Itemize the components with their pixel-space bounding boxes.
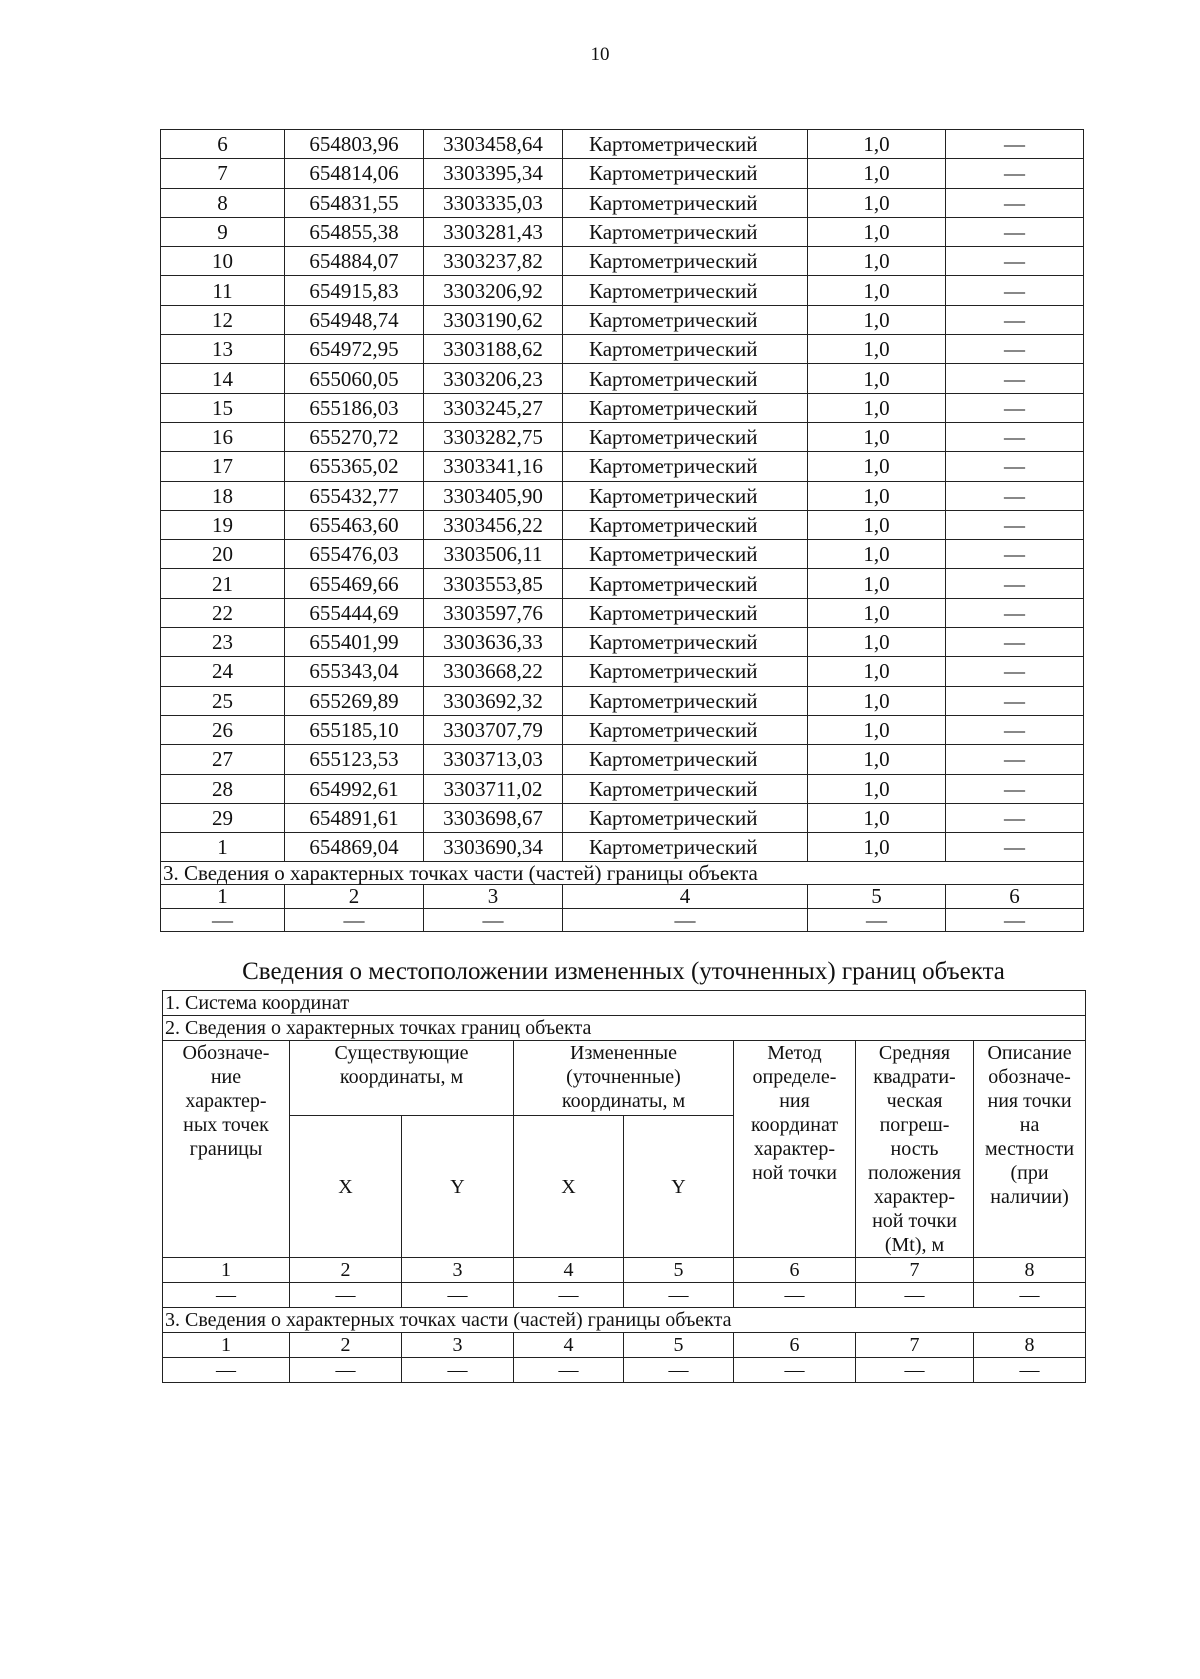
header-existing-y: Y [402,1116,514,1258]
description-cell: — [946,393,1084,422]
x-coordinate-cell: 654803,96 [285,130,424,159]
point-number-cell: 20 [161,540,285,569]
accuracy-cell: 1,0 [808,715,946,744]
changed-boundaries-table [162,990,1086,1383]
table-row [161,628,1084,657]
x-coordinate-cell: 655186,03 [285,393,424,422]
point-number-cell: 28 [161,774,285,803]
column-number-cell: 1 [163,1333,290,1358]
column-number-cell: 3 [402,1258,514,1283]
column-numbers-row [163,1333,1086,1358]
table-row [161,335,1084,364]
accuracy-cell: 1,0 [808,393,946,422]
section3-label: 3. Сведения о характерных точках части (частей) границы объекта [163,1308,1086,1333]
method-cell: Картометрический [563,188,808,217]
dash-cell: — [856,1358,974,1383]
section3-label: 3. Сведения о характерных точках части (частей) границы объекта [161,862,1084,885]
point-number-cell: 22 [161,598,285,627]
point-number-cell: 1 [161,833,285,862]
description-cell: — [946,833,1084,862]
y-coordinate-cell: 3303692,32 [424,686,563,715]
x-coordinate-cell: 655444,69 [285,598,424,627]
column-number-cell: 4 [514,1333,624,1358]
header-existing-coords: Существующие координаты, м [290,1041,514,1116]
x-coordinate-cell: 655432,77 [285,481,424,510]
y-coordinate-cell: 3303190,62 [424,305,563,334]
dash-cell: — [856,1283,974,1308]
description-cell: — [946,159,1084,188]
description-cell: — [946,305,1084,334]
point-number-cell: 10 [161,247,285,276]
accuracy-cell: 1,0 [808,305,946,334]
method-cell: Картометрический [563,803,808,832]
description-cell: — [946,745,1084,774]
method-cell: Картометрический [563,569,808,598]
accuracy-cell: 1,0 [808,569,946,598]
description-cell: — [946,715,1084,744]
method-cell: Картометрический [563,364,808,393]
point-number-cell: 12 [161,305,285,334]
method-cell: Картометрический [563,540,808,569]
method-cell: Картометрический [563,657,808,686]
description-cell: — [946,510,1084,539]
dash-cell: — [290,1358,402,1383]
table-row [161,217,1084,246]
header-method: Метод определе- ния координат характер- ной точки [734,1041,856,1258]
x-coordinate-cell: 654972,95 [285,335,424,364]
header-changed-coords: Измененные (уточненные) координаты, м [514,1041,734,1116]
method-cell: Картометрический [563,833,808,862]
x-coordinate-cell: 655476,03 [285,540,424,569]
column-number-cell: 2 [285,885,424,908]
table-row [161,745,1084,774]
table-row [161,188,1084,217]
x-coordinate-cell: 655060,05 [285,364,424,393]
point-number-cell: 14 [161,364,285,393]
method-cell: Картометрический [563,598,808,627]
point-number-cell: 11 [161,276,285,305]
column-number-cell: 8 [974,1258,1086,1283]
description-cell: — [946,598,1084,627]
column-number-cell: 7 [856,1258,974,1283]
dash-cell: — [734,1283,856,1308]
description-cell: — [946,569,1084,598]
y-coordinate-cell: 3303690,34 [424,833,563,862]
header-changed-y: Y [624,1116,734,1258]
point-number-cell: 21 [161,569,285,598]
method-cell: Картометрический [563,715,808,744]
x-coordinate-cell: 655270,72 [285,422,424,451]
accuracy-cell: 1,0 [808,598,946,627]
table-row [161,364,1084,393]
x-coordinate-cell: 654869,04 [285,833,424,862]
description-cell: — [946,803,1084,832]
description-cell: — [946,540,1084,569]
x-coordinate-cell: 655469,66 [285,569,424,598]
x-coordinate-cell: 655343,04 [285,657,424,686]
accuracy-cell: 1,0 [808,686,946,715]
table-row [161,422,1084,451]
header-existing-x: X [290,1116,402,1258]
column-number-cell: 7 [856,1333,974,1358]
method-cell: Картометрический [563,217,808,246]
method-cell: Картометрический [563,510,808,539]
point-number-cell: 16 [161,422,285,451]
table-row [161,715,1084,744]
accuracy-cell: 1,0 [808,803,946,832]
dash-cell: — [163,1283,290,1308]
column-number-cell: 5 [624,1258,734,1283]
dash-cell: — [290,1283,402,1308]
method-cell: Картометрический [563,247,808,276]
point-number-cell: 6 [161,130,285,159]
accuracy-cell: 1,0 [808,745,946,774]
y-coordinate-cell: 3303335,03 [424,188,563,217]
method-cell: Картометрический [563,393,808,422]
boundary-points-table [160,129,1084,932]
point-number-cell: 19 [161,510,285,539]
x-coordinate-cell: 654891,61 [285,803,424,832]
method-cell: Картометрический [563,159,808,188]
method-cell: Картометрический [563,628,808,657]
table-row [161,452,1084,481]
description-cell: — [946,217,1084,246]
point-number-cell: 29 [161,803,285,832]
y-coordinate-cell: 3303698,67 [424,803,563,832]
table-row [161,569,1084,598]
x-coordinate-cell: 654814,06 [285,159,424,188]
column-number-cell: 5 [624,1333,734,1358]
table-row [161,774,1084,803]
table-row [161,305,1084,334]
header-point-designation: Обозначе- ние характер- ных точек границы [163,1041,290,1258]
dash-cell: — [514,1358,624,1383]
method-cell: Картометрический [563,305,808,334]
column-number-cell: 4 [563,885,808,908]
accuracy-cell: 1,0 [808,217,946,246]
table-row [161,686,1084,715]
table-row [161,833,1084,862]
point-number-cell: 26 [161,715,285,744]
dash-cell: — [563,908,808,931]
description-cell: — [946,452,1084,481]
method-cell: Картометрический [563,686,808,715]
description-cell: — [946,130,1084,159]
y-coordinate-cell: 3303405,90 [424,481,563,510]
dash-cell: — [974,1358,1086,1383]
table-row [161,247,1084,276]
x-coordinate-cell: 654831,55 [285,188,424,217]
coord-system-label: 1. Система координат [163,991,1086,1016]
accuracy-cell: 1,0 [808,657,946,686]
accuracy-cell: 1,0 [808,628,946,657]
description-cell: — [946,335,1084,364]
column-number-cell: 3 [402,1333,514,1358]
y-coordinate-cell: 3303636,33 [424,628,563,657]
point-number-cell: 24 [161,657,285,686]
y-coordinate-cell: 3303206,92 [424,276,563,305]
dash-cell: — [946,908,1084,931]
description-cell: — [946,276,1084,305]
dash-row [163,1358,1086,1383]
y-coordinate-cell: 3303458,64 [424,130,563,159]
table-row [161,393,1084,422]
dash-cell: — [734,1358,856,1383]
dash-cell: — [424,908,563,931]
accuracy-cell: 1,0 [808,833,946,862]
y-coordinate-cell: 3303188,62 [424,335,563,364]
column-numbers-row [161,885,1084,908]
method-cell: Картометрический [563,452,808,481]
x-coordinate-cell: 655269,89 [285,686,424,715]
y-coordinate-cell: 3303713,03 [424,745,563,774]
dash-cell: — [624,1358,734,1383]
table-row [161,481,1084,510]
x-coordinate-cell: 654948,74 [285,305,424,334]
point-number-cell: 9 [161,217,285,246]
description-cell: — [946,422,1084,451]
description-cell: — [946,657,1084,686]
method-cell: Картометрический [563,745,808,774]
y-coordinate-cell: 3303341,16 [424,452,563,481]
y-coordinate-cell: 3303506,11 [424,540,563,569]
accuracy-cell: 1,0 [808,510,946,539]
x-coordinate-cell: 655401,99 [285,628,424,657]
accuracy-cell: 1,0 [808,422,946,451]
table-row [161,803,1084,832]
point-number-cell: 7 [161,159,285,188]
dash-cell: — [161,908,285,931]
dash-cell: — [402,1283,514,1308]
point-number-cell: 15 [161,393,285,422]
y-coordinate-cell: 3303553,85 [424,569,563,598]
section2-label: 2. Сведения о характерных точках границ объекта [163,1016,1086,1041]
accuracy-cell: 1,0 [808,247,946,276]
y-coordinate-cell: 3303456,22 [424,510,563,539]
y-coordinate-cell: 3303282,75 [424,422,563,451]
accuracy-cell: 1,0 [808,276,946,305]
x-coordinate-cell: 654855,38 [285,217,424,246]
accuracy-cell: 1,0 [808,452,946,481]
method-cell: Картометрический [563,335,808,364]
table-row [161,540,1084,569]
y-coordinate-cell: 3303597,76 [424,598,563,627]
dash-cell: — [402,1358,514,1383]
y-coordinate-cell: 3303281,43 [424,217,563,246]
y-coordinate-cell: 3303237,82 [424,247,563,276]
table-row [161,276,1084,305]
point-number-cell: 23 [161,628,285,657]
method-cell: Картометрический [563,481,808,510]
header-description: Описание обозначе- ния точки на местности (при наличии) [974,1041,1086,1258]
description-cell: — [946,481,1084,510]
accuracy-cell: 1,0 [808,481,946,510]
dash-row [163,1283,1086,1308]
point-number-cell: 18 [161,481,285,510]
description-cell: — [946,247,1084,276]
x-coordinate-cell: 655365,02 [285,452,424,481]
header-mean-error: Средняя квадрати- ческая погреш- ность положения характер- ной точки (Mt), м [856,1041,974,1258]
y-coordinate-cell: 3303668,22 [424,657,563,686]
point-number-cell: 8 [161,188,285,217]
accuracy-cell: 1,0 [808,364,946,393]
accuracy-cell: 1,0 [808,130,946,159]
point-number-cell: 13 [161,335,285,364]
table-row [161,159,1084,188]
dash-cell: — [285,908,424,931]
column-numbers-row [163,1258,1086,1283]
section-title: Сведения о местоположении измененных (уточненных) границ объекта [242,958,1005,985]
x-coordinate-cell: 655185,10 [285,715,424,744]
dash-cell: — [974,1283,1086,1308]
method-cell: Картометрический [563,130,808,159]
point-number-cell: 17 [161,452,285,481]
y-coordinate-cell: 3303206,23 [424,364,563,393]
dash-row [161,908,1084,931]
column-number-cell: 4 [514,1258,624,1283]
x-coordinate-cell: 655123,53 [285,745,424,774]
page-number: 10 [590,44,610,65]
column-number-cell: 8 [974,1333,1086,1358]
table-row [161,598,1084,627]
y-coordinate-cell: 3303395,34 [424,159,563,188]
point-number-cell: 25 [161,686,285,715]
method-cell: Картометрический [563,774,808,803]
accuracy-cell: 1,0 [808,159,946,188]
dash-cell: — [808,908,946,931]
table-row [161,510,1084,539]
dash-cell: — [624,1283,734,1308]
y-coordinate-cell: 3303707,79 [424,715,563,744]
description-cell: — [946,628,1084,657]
accuracy-cell: 1,0 [808,335,946,364]
table-row [161,130,1084,159]
column-number-cell: 5 [808,885,946,908]
header-changed-x: X [514,1116,624,1258]
column-number-cell: 6 [734,1333,856,1358]
y-coordinate-cell: 3303711,02 [424,774,563,803]
accuracy-cell: 1,0 [808,540,946,569]
x-coordinate-cell: 654992,61 [285,774,424,803]
method-cell: Картометрический [563,422,808,451]
accuracy-cell: 1,0 [808,774,946,803]
description-cell: — [946,364,1084,393]
column-number-cell: 6 [946,885,1084,908]
dash-cell: — [514,1283,624,1308]
x-coordinate-cell: 654884,07 [285,247,424,276]
x-coordinate-cell: 655463,60 [285,510,424,539]
description-cell: — [946,774,1084,803]
column-number-cell: 1 [163,1258,290,1283]
column-number-cell: 2 [290,1333,402,1358]
column-number-cell: 3 [424,885,563,908]
x-coordinate-cell: 654915,83 [285,276,424,305]
y-coordinate-cell: 3303245,27 [424,393,563,422]
column-number-cell: 1 [161,885,285,908]
description-cell: — [946,686,1084,715]
point-number-cell: 27 [161,745,285,774]
description-cell: — [946,188,1084,217]
method-cell: Картометрический [563,276,808,305]
column-number-cell: 2 [290,1258,402,1283]
dash-cell: — [163,1358,290,1383]
column-number-cell: 6 [734,1258,856,1283]
accuracy-cell: 1,0 [808,188,946,217]
table-row [161,657,1084,686]
